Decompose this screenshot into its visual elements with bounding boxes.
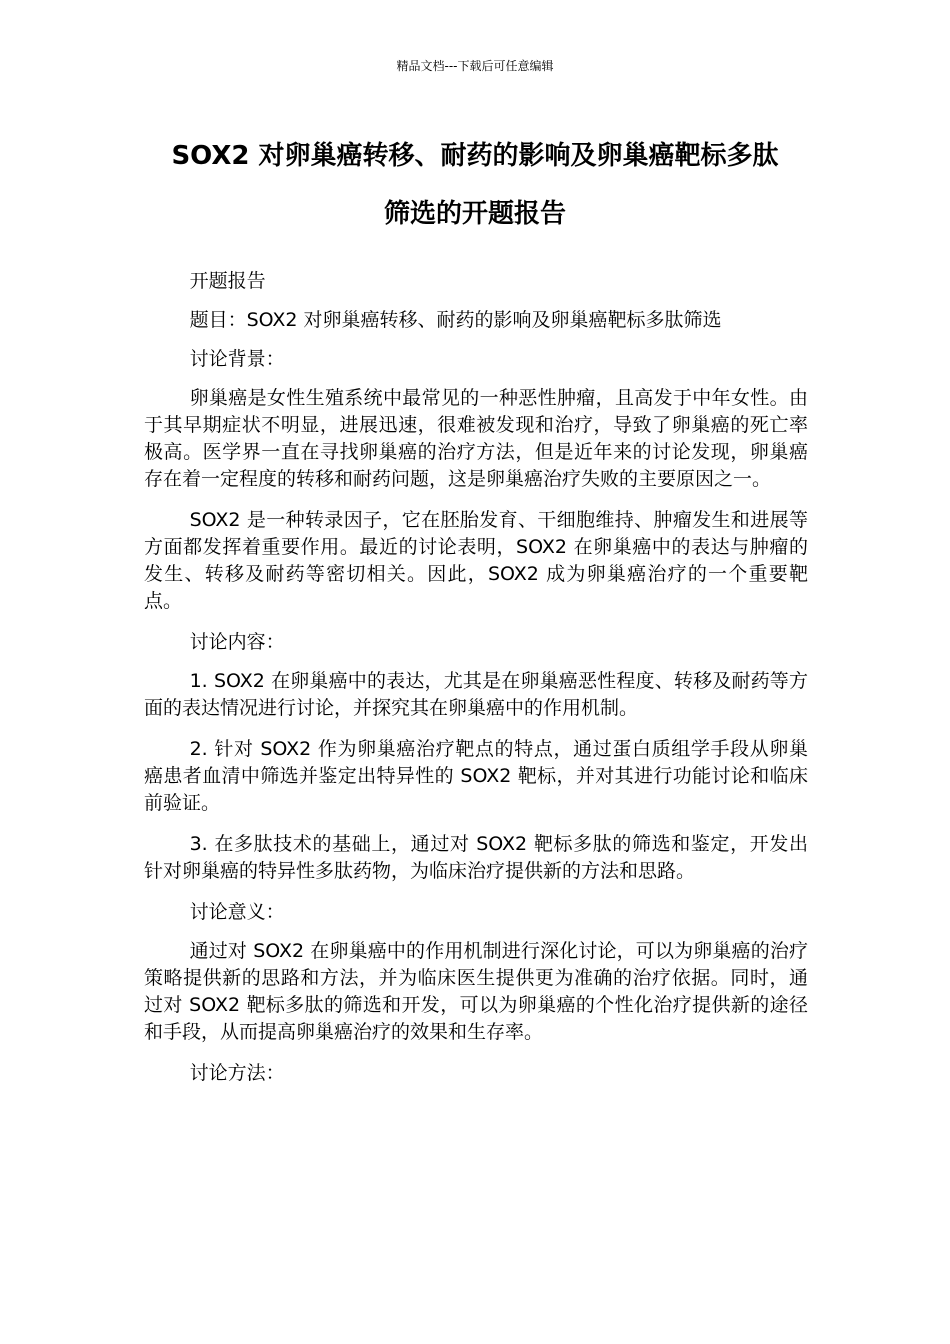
section-heading-method: 讨论方法： bbox=[189, 1062, 285, 1084]
section-heading-significance: 讨论意义： bbox=[189, 901, 285, 923]
header-note: 精品文档---下载后可任意编辑 bbox=[396, 59, 554, 73]
significance-paragraph: 通过对 SOX2 在卵巢癌中的作用机制进行深化讨论，可以为卵巢癌的治疗策略提供新的思路和方法，并为临床医生提供更为准确的治疗依据。同时，通过对 SOX2 靶标多肽的筛选和开发，可以为卵巢癌的个性化治疗提供新的途径和手段，从而提高卵巢癌治疗的效果和生存率。 bbox=[144, 940, 808, 1043]
title-line-1: SOX2 对卵巢癌转移、耐药的影响及卵巢癌靶标多肽 bbox=[171, 141, 779, 171]
background-paragraph-2: SOX2 是一种转录因子，它在胚胎发育、干细胞维持、肿瘤发生和进展等方面都发挥着重要作用。最近的讨论表明，SOX2 在卵巢癌中的表达与肿瘤的发生、转移及耐药等密切相关。因此，SOX2 成为卵巢癌治疗的一个重要靶点。 bbox=[144, 509, 808, 612]
document-body bbox=[144, 268, 808, 1099]
section-label-report: 开题报告 bbox=[189, 270, 266, 292]
section-heading-background: 讨论背景： bbox=[189, 348, 285, 370]
content-item-2: 2. 针对 SOX2 作为卵巢癌治疗靶点的特点，通过蛋白质组学手段从卵巢癌患者血清中筛选并鉴定出特异性的 SOX2 靶标，并对其进行功能讨论和临床前验证。 bbox=[144, 738, 808, 814]
document-title bbox=[130, 133, 820, 237]
topic-line: 题目：SOX2 对卵巢癌转移、耐药的影响及卵巢癌靶标多肽筛选 bbox=[189, 309, 722, 331]
content-item-1: 1. SOX2 在卵巢癌中的表达，尤其是在卵巢癌恶性程度、转移及耐药等方面的表达情况进行讨论，并探究其在卵巢癌中的作用机制。 bbox=[144, 670, 808, 719]
title-line-2: 筛选的开题报告 bbox=[383, 199, 566, 229]
background-paragraph-1: 卵巢癌是女性生殖系统中最常见的一种恶性肿瘤，且高发于中年女性。由于其早期症状不明显，进展迅速，很难被发现和治疗，导致了卵巢癌的死亡率极高。医学界一直在寻找卵巢癌的治疗方法，但是近年来的讨论发现，卵巢癌存在着一定程度的转移和耐药问题，这是卵巢癌治疗失败的主要原因之一。 bbox=[144, 387, 808, 490]
content-item-3: 3. 在多肽技术的基础上，通过对 SOX2 靶标多肽的筛选和鉴定，开发出针对卵巢癌的特异性多肽药物，为临床治疗提供新的方法和思路。 bbox=[144, 833, 808, 882]
section-heading-content: 讨论内容： bbox=[189, 631, 285, 653]
